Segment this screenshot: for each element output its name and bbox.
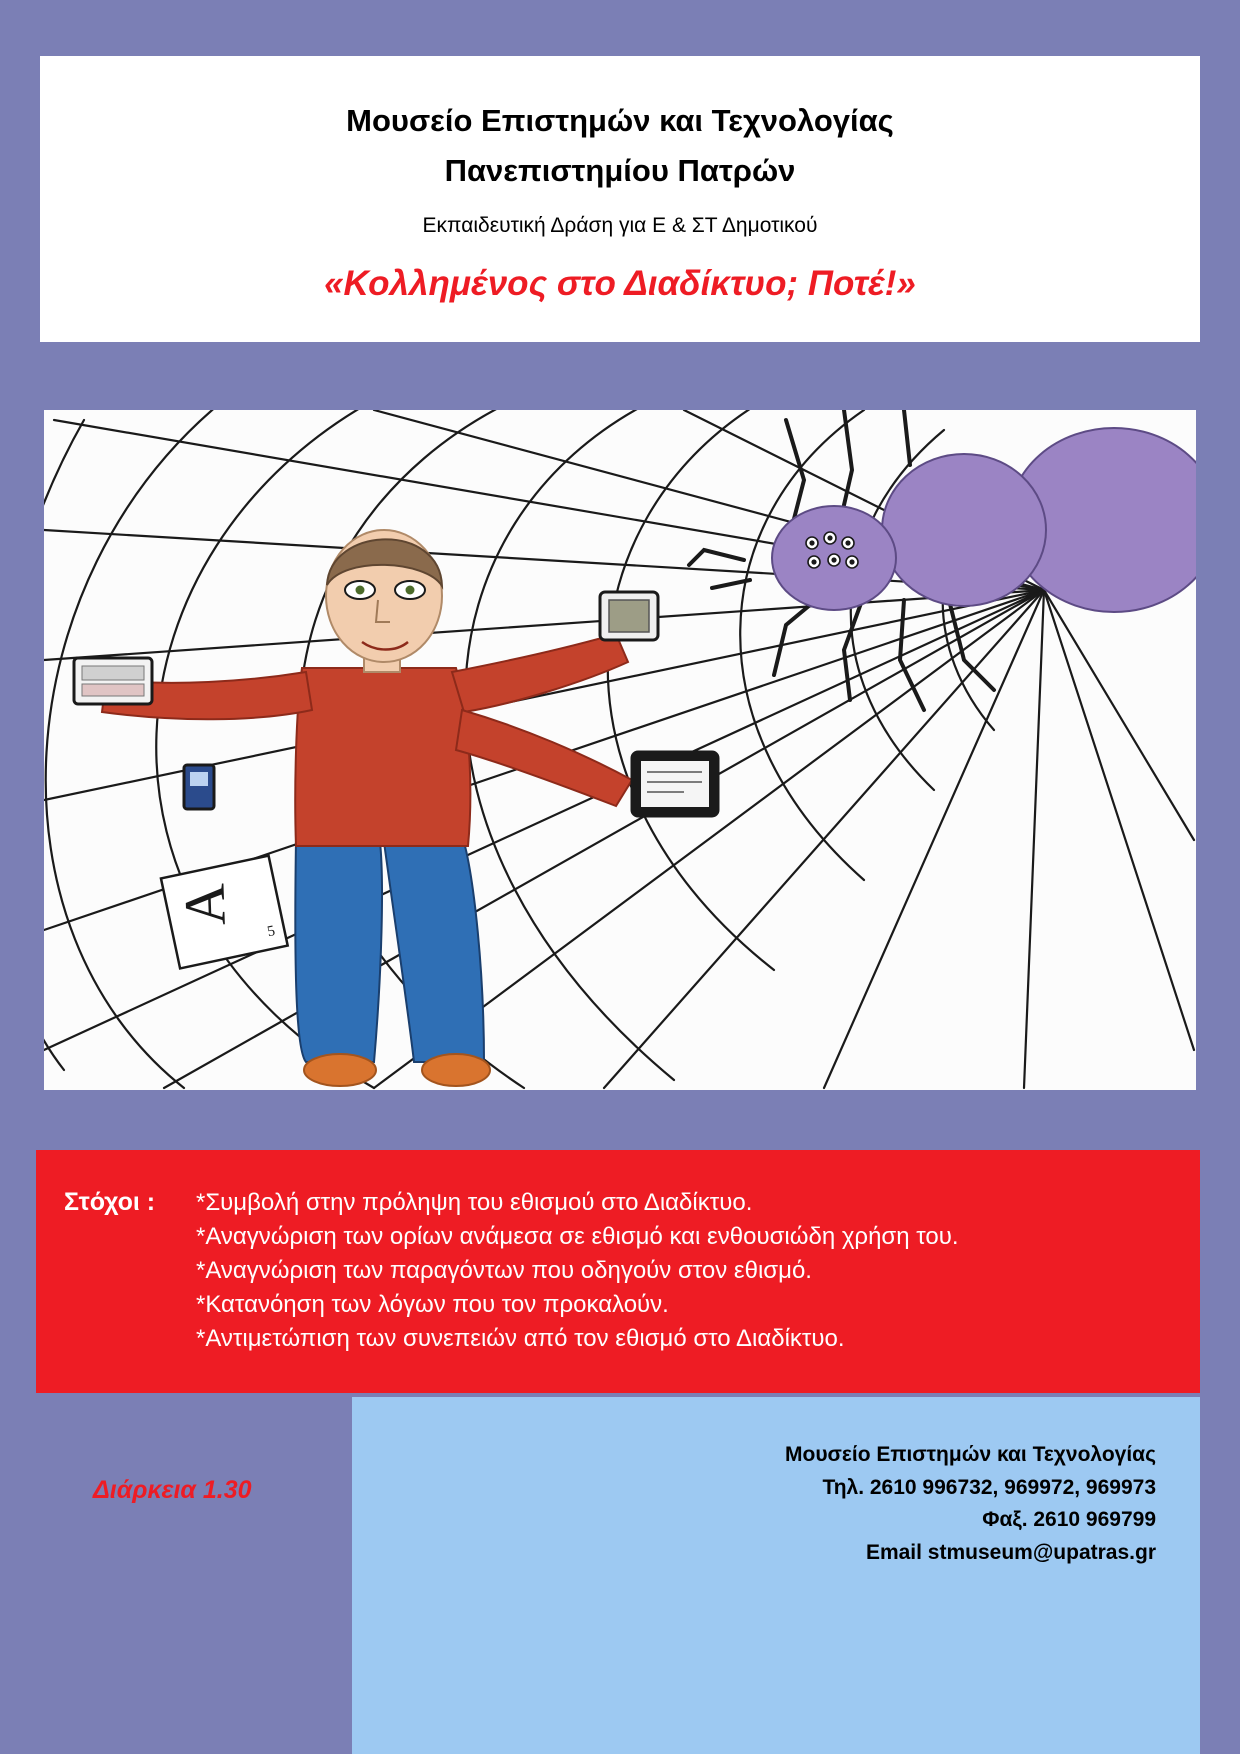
contact-fax: Φαξ. 2610 969799 <box>982 1508 1156 1532</box>
contact-email: Email stmuseum@upatras.gr <box>865 1540 1156 1564</box>
list-item: *Αναγνώριση των ορίων ανάμεσα σε εθισμό και ενθουσιώδη χρήση του. <box>196 1223 959 1251</box>
svg-text:5: 5 <box>265 923 277 941</box>
contact-box <box>352 1397 1200 1754</box>
device-tablet-top <box>600 592 658 640</box>
illustration-drawing <box>44 410 1196 1090</box>
contact-museum-name: Μουσείο Επιστημών και Τεχνολογίας <box>785 1443 1156 1466</box>
header-panel <box>40 56 1200 342</box>
list-item: *Κατανόηση των λόγων που τον προκαλούν. <box>196 1291 669 1319</box>
svg-text:A: A <box>171 882 238 927</box>
museum-name-line-1: Μουσείο Επιστημών και Τεχνολογίας <box>346 103 894 138</box>
contact-phone: Τηλ. 2610 996732, 969972, 969973 <box>822 1475 1156 1499</box>
list-item: *Αναγνώριση των παραγόντων που οδηγούν στον εθισμό. <box>196 1257 812 1285</box>
device-mp3-player <box>184 765 214 809</box>
list-item: *Συμβολή στην πρόληψη του εθισμού στο Διαδίκτυο. <box>196 1189 753 1216</box>
objectives-list <box>196 1186 1196 1356</box>
list-item: *Αντιμετώπιση των συνεπειών από τον εθισμό στο Διαδίκτυο. <box>196 1325 845 1353</box>
device-phone-left <box>74 658 152 704</box>
page-title: «Κολλημένος στο Διαδίκτυο; Ποτέ!» <box>324 263 916 303</box>
program-subtitle: Εκπαιδευτική Δράση για Ε & ΣΤ Δημοτικού <box>422 213 818 237</box>
spider-web-drawing-svg <box>44 410 1196 1090</box>
device-tablet-right <box>632 752 718 816</box>
objectives-label: Στόχοι : <box>64 1188 156 1216</box>
museum-name-line-2: Πανεπιστημίου Πατρών <box>444 152 796 188</box>
duration-label: Διάρκεια 1.30 <box>93 1476 252 1504</box>
